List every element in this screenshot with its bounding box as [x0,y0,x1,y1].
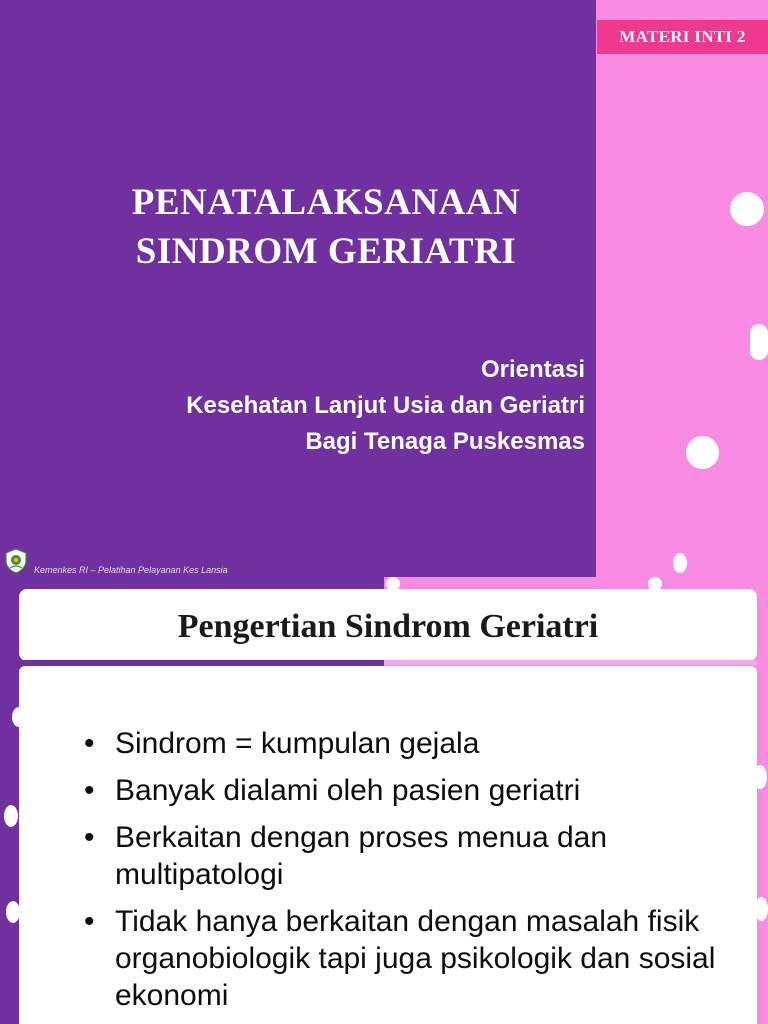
slide-title-heading [60,178,592,276]
decor-dot [730,192,764,226]
bullet-item [84,903,724,1014]
bullet-item [84,725,724,762]
slide-heading: Pengertian Sindrom Geriatri [177,608,599,645]
decor-dot [4,805,18,827]
slide-subtitle [186,352,585,460]
kemenkes-logo-icon [4,548,28,574]
subtitle-line: Kesehatan Lanjut Usia dan Geriatri [186,392,585,419]
subtitle-line: Orientasi [480,356,585,383]
bullet-marker: • [84,821,95,854]
bullet-text: Berkaitan dengan proses menua dan multipatologi [115,821,608,891]
bullet-item [84,772,724,809]
session-badge: MATERI INTI 2 [597,20,768,54]
decor-dot [750,324,768,360]
decor-dot [686,436,719,469]
slide-definition [0,577,768,1024]
bullet-text: Tidak hanya berkaitan dengan masalah fisik organobiologik tapi juga psikologik dan sosial ekonomi [115,905,716,1012]
bullet-marker: • [84,727,95,760]
decor-dot [673,553,687,573]
title-line: SINDROM GERIATRI [135,231,517,272]
title-divider [384,660,757,665]
bullet-text: Banyak dialami oleh pasien geriatri [115,774,581,807]
bullet-list [84,725,724,1024]
bullet-item [84,819,724,893]
slide-footer: Kemenkes RI – Pelatihan Pelayanan Kes Lansia [34,565,228,575]
title-divider [19,660,384,665]
decor-dot [6,901,20,923]
title-line: PENATALAKSANAAN [131,182,521,223]
subtitle-line: Bagi Tenaga Puskesmas [305,428,585,455]
bullet-text: Sindrom = kumpulan gejala [115,727,480,760]
bullet-marker: • [84,774,95,807]
title-background-panel [0,0,596,577]
bullet-marker: • [84,905,95,938]
